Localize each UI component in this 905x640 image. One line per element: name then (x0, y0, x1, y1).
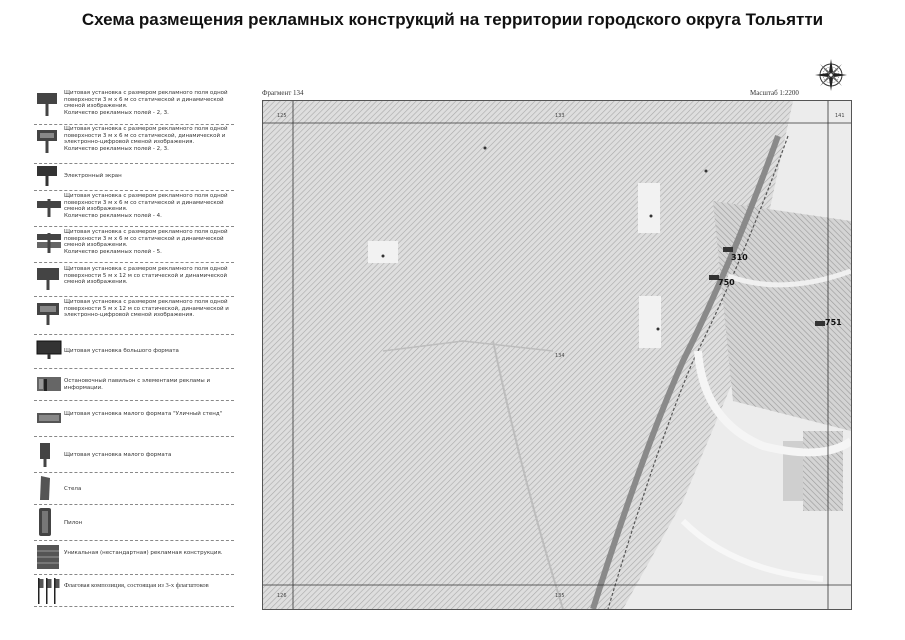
map-point (650, 215, 653, 218)
legend-label: Пилон (64, 520, 83, 526)
billboard-310-icon (723, 247, 733, 252)
flag-composition-icon (36, 577, 62, 605)
map-point (657, 328, 660, 331)
legend-label: Электронный экран (64, 173, 122, 179)
legend-label: Остановочный павильон с элементами рекламы и информации. (64, 378, 211, 391)
sheet-number: 135 (555, 593, 565, 599)
legend-label: Флаговая композиция, состоящая из 3-х флагштоков (64, 582, 209, 589)
legend-label: Щитовая установка с размером рекламного поля одной поверхности 3 м х 6 м со статической, динамической и электронно-цифровой сменой изображения. Количество рекламных полей - 2, 3. (64, 126, 228, 152)
billboard-marker-750[interactable]: 750 (718, 278, 735, 287)
legend-item (34, 334, 234, 369)
legend-item (34, 88, 234, 125)
map-point (705, 170, 708, 173)
billboard-751-icon (815, 321, 825, 326)
legend-item (34, 226, 234, 263)
billboard-icon (36, 92, 58, 118)
billboard-marker-751[interactable]: 751 (825, 318, 842, 327)
legend-item (34, 368, 234, 401)
legend-item (34, 296, 234, 335)
legend-label: Щитовая установка с размером рекламного поля одной поверхности 3 м х 6 м со статической и динамической сменой изображения. Количество рекламных полей - 5. (64, 229, 228, 255)
legend-label: Уникальная (нестандартная) рекламная конструкция. (64, 550, 223, 556)
legend-label: Щитовая установка с размером рекламного поля одной поверхности 3 м х 6 м со статической и динамической сменой изображения. Количество рекламных полей - 2, 3. (64, 90, 228, 116)
small-format-icon (36, 442, 54, 468)
page-title: Схема размещения рекламных конструкций на территории городского округа Тольятти (81, 10, 824, 29)
legend-label: Щитовая установка большого формата (64, 348, 179, 354)
billboard-marker-310[interactable]: 310 (731, 253, 748, 262)
building (368, 241, 398, 263)
legend-item (34, 574, 234, 607)
pylon-icon (36, 507, 54, 537)
hatched-zone (713, 201, 851, 431)
legend-item (34, 190, 234, 227)
sheet-number: 134 (555, 353, 565, 359)
stela-icon (36, 475, 54, 501)
legend-label: Щитовая установка малого формата "Уличный стенд" (64, 411, 223, 417)
unique-construction-icon (36, 544, 60, 570)
legend-item (34, 400, 234, 437)
sheet-number: 141 (835, 113, 845, 119)
billboard-digital-icon (36, 129, 58, 155)
sheet-number: 125 (277, 113, 287, 119)
map-point (484, 147, 487, 150)
map-point (382, 255, 385, 258)
electronic-screen-icon (36, 165, 58, 187)
building (639, 296, 661, 348)
legend-label: Щитовая установка с размером рекламного поля одной поверхности 5 м х 12 м со статической и динамической сменой изображения. (64, 266, 228, 285)
large-billboard-icon (36, 267, 60, 291)
sheet-number: 126 (277, 593, 287, 599)
city-stand-icon (36, 412, 62, 424)
legend-label: Щитовая установка с размером рекламного поля одной поверхности 3 м х 6 м со статической и динамической сменой изображения. Количество рекламных полей - 4. (64, 193, 228, 219)
legend-item (34, 540, 234, 575)
legend-item (34, 163, 234, 191)
big-format-icon (36, 340, 62, 360)
legend-item (34, 436, 234, 473)
billboard-5-icon (36, 232, 62, 254)
legend-item (34, 262, 234, 297)
building (803, 431, 843, 511)
map-fragment[interactable] (262, 100, 852, 610)
sheet-number: 133 (555, 113, 565, 119)
compass-rose-icon (814, 58, 848, 92)
building (638, 183, 660, 233)
large-billboard-digital-icon (36, 302, 60, 326)
bus-stop-icon (36, 376, 62, 392)
legend-item (34, 124, 234, 164)
legend-item (34, 504, 234, 541)
fragment-label: Фрагмент 134 (262, 89, 304, 97)
legend-item (34, 472, 234, 505)
legend-label: Щитовая установка с размером рекламного поля одной поверхности 5 м х 12 м со статической, динамической и электронно-цифровой сменой изображения. (64, 299, 229, 318)
billboard-4-icon (36, 198, 62, 218)
legend-label: Стела (64, 486, 82, 492)
legend-label: Щитовая установка малого формата (64, 452, 172, 458)
scale-label: Масштаб 1:2200 (750, 89, 799, 97)
